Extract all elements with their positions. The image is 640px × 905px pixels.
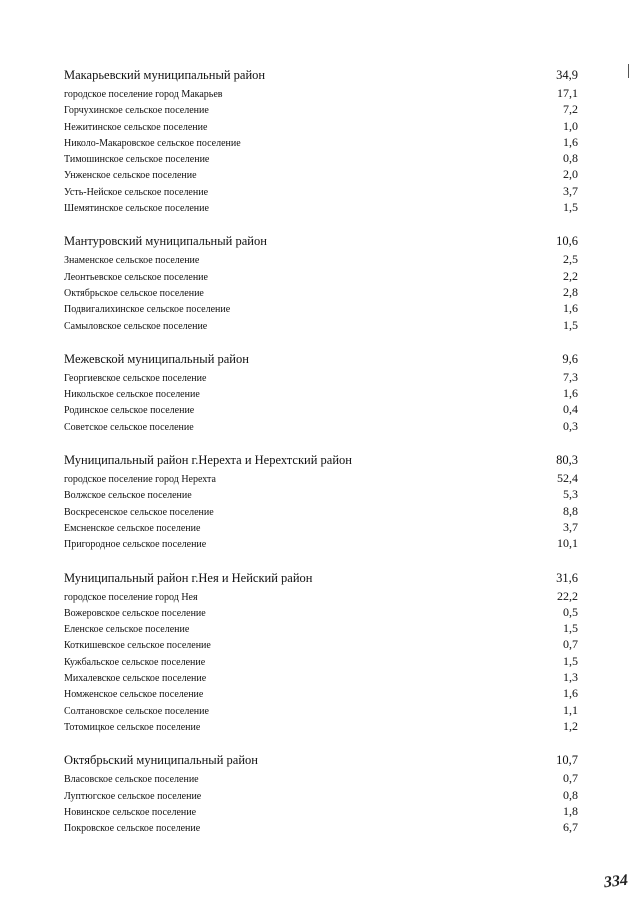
settlement-name: Усть-Нейское сельское поселение [64,186,209,198]
district-total: 10,7 [556,753,578,768]
settlement-row [64,119,578,135]
district-total: 9,6 [562,351,578,366]
settlement-value: 0,5 [563,604,578,619]
settlement-name: Емсненское сельское поселение [64,522,201,534]
settlement-name: Родинское сельское поселение [64,405,195,417]
settlement-name: Покровское сельское поселение [64,823,201,835]
settlement-row [64,820,578,836]
district-title: Межевской муниципальный район [64,351,249,366]
settlement-row [64,520,578,536]
settlement-value: 1,8 [563,803,578,818]
district-heading-row [64,68,578,86]
district-section [64,753,578,836]
settlement-row [64,151,578,167]
settlement-row [64,318,578,334]
settlement-name: Номженское сельское поселение [64,689,204,701]
settlement-row [64,487,578,503]
district-title: Октябрьский муниципальный район [64,753,258,768]
settlement-row [64,167,578,183]
settlement-row [64,370,578,386]
settlement-name: городское поселение город Нерехта [64,474,216,486]
settlement-row [64,670,578,686]
settlement-name: городское поселение город Нея [64,591,198,603]
settlement-row [64,703,578,719]
settlement-name: Николо-Макаровское сельское поселение [64,137,241,149]
district-section [64,571,578,736]
settlement-value: 1,6 [563,686,578,701]
settlement-value: 1,5 [563,317,578,332]
settlement-row [64,654,578,670]
settlement-value: 1,6 [563,301,578,316]
settlement-value: 1,6 [563,134,578,149]
settlement-name: Унженское сельское поселение [64,170,197,182]
district-total: 80,3 [556,453,578,468]
settlement-name: Нежитинское сельское поселение [64,121,208,133]
settlement-value: 3,7 [563,519,578,534]
settlement-name: Советское сельское поселение [64,421,194,433]
settlement-name: Октябрьское сельское поселение [64,287,204,299]
settlement-name: городское поселение город Макарьев [64,89,223,100]
settlement-name: Власовское сельское поселение [64,774,199,786]
settlement-name: Солтановское сельское поселение [64,705,209,717]
settlement-row [64,637,578,653]
settlement-name: Георгиевское сельское поселение [64,372,207,384]
settlement-value: 2,8 [563,284,578,299]
settlement-value: 3,7 [563,183,578,198]
settlement-row [64,200,578,216]
settlement-value: 1,1 [563,702,578,717]
settlement-value: 7,2 [563,102,578,117]
settlement-name: Еленское сельское поселение [64,624,190,636]
settlement-row [64,285,578,301]
settlement-value: 1,5 [563,653,578,668]
settlement-name: Новинское сельское поселение [64,806,197,818]
settlement-row [64,621,578,637]
settlement-name: Коткишевское сельское поселение [64,640,211,652]
settlement-value: 2,5 [563,252,578,267]
district-title: Макарьевский муниципальный район [64,68,266,82]
district-section [64,453,578,552]
settlement-value: 7,3 [563,369,578,384]
district-section [64,352,578,435]
settlement-value: 2,2 [563,268,578,283]
settlement-name: Знаменское сельское поселение [64,255,200,267]
settlement-row [64,605,578,621]
settlement-name: Михалевское сельское поселение [64,673,207,685]
settlement-row [64,471,578,487]
settlement-value: 0,4 [563,402,578,417]
settlement-row [64,301,578,317]
settlement-row [64,589,578,605]
district-heading-row [64,753,578,771]
settlement-name: Воскресенское сельское поселение [64,506,214,518]
district-list [64,68,578,854]
settlement-name: Тотомицкое сельское поселение [64,721,201,733]
settlement-row [64,184,578,200]
settlement-value: 1,5 [563,200,578,215]
settlement-name: Самыловское сельское поселение [64,320,208,332]
settlement-value: 22,2 [557,588,578,603]
settlement-row [64,686,578,702]
settlement-row [64,86,578,102]
district-total: 10,6 [556,234,578,249]
settlement-value: 0,8 [563,787,578,802]
district-title: Мантуровский муниципальный район [64,234,267,249]
margin-mark [628,64,629,78]
settlement-row [64,536,578,552]
district-section [64,68,578,216]
settlement-value: 10,1 [557,536,578,551]
settlement-value: 0,3 [563,418,578,433]
district-total: 34,9 [556,68,578,82]
settlement-row [64,719,578,735]
settlement-row [64,402,578,418]
settlement-name: Вожеровское сельское поселение [64,607,206,619]
settlement-row [64,386,578,402]
district-title: Муниципальный район г.Нерехта и Нерехтский район [64,453,352,468]
district-heading-row [64,352,578,370]
settlement-name: Шемятинское сельское поселение [64,203,209,215]
settlement-row [64,504,578,520]
settlement-name: Волжское сельское поселение [64,490,192,502]
district-title: Муниципальный район г.Нея и Нейский район [64,570,313,585]
settlement-value: 1,5 [563,621,578,636]
settlement-name: Горчухинское сельское поселение [64,105,209,117]
settlement-name: Кужбальское сельское поселение [64,656,206,668]
settlement-row [64,788,578,804]
settlement-name: Тимошинское сельское поселение [64,154,210,166]
settlement-name: Никольское сельское поселение [64,389,200,401]
settlement-value: 1,3 [563,670,578,685]
settlement-value: 1,0 [563,118,578,133]
settlement-row [64,419,578,435]
page-number: 334 [603,871,629,892]
district-heading-row [64,453,578,471]
settlement-row [64,102,578,118]
district-heading-row [64,234,578,252]
settlement-value: 1,2 [563,718,578,733]
settlement-row [64,269,578,285]
settlement-name: Подвигалихинское сельское поселение [64,304,231,316]
district-total: 31,6 [556,570,578,585]
settlement-name: Леонтьевское сельское поселение [64,271,208,283]
settlement-value: 6,7 [563,820,578,835]
settlement-value: 8,8 [563,503,578,518]
district-section [64,234,578,333]
settlement-row [64,771,578,787]
settlement-name: Пригородное сельское поселение [64,539,207,551]
settlement-value: 0,7 [563,637,578,652]
settlement-value: 0,7 [563,771,578,786]
settlement-row [64,135,578,151]
settlement-row [64,252,578,268]
settlement-value: 52,4 [557,471,578,486]
district-heading-row [64,571,578,589]
settlement-value: 5,3 [563,487,578,502]
settlement-value: 2,0 [563,167,578,182]
settlement-value: 17,1 [557,86,578,100]
settlement-value: 1,6 [563,386,578,401]
settlement-name: Луптюгское сельское поселение [64,790,202,802]
settlement-row [64,804,578,820]
settlement-value: 0,8 [563,151,578,166]
